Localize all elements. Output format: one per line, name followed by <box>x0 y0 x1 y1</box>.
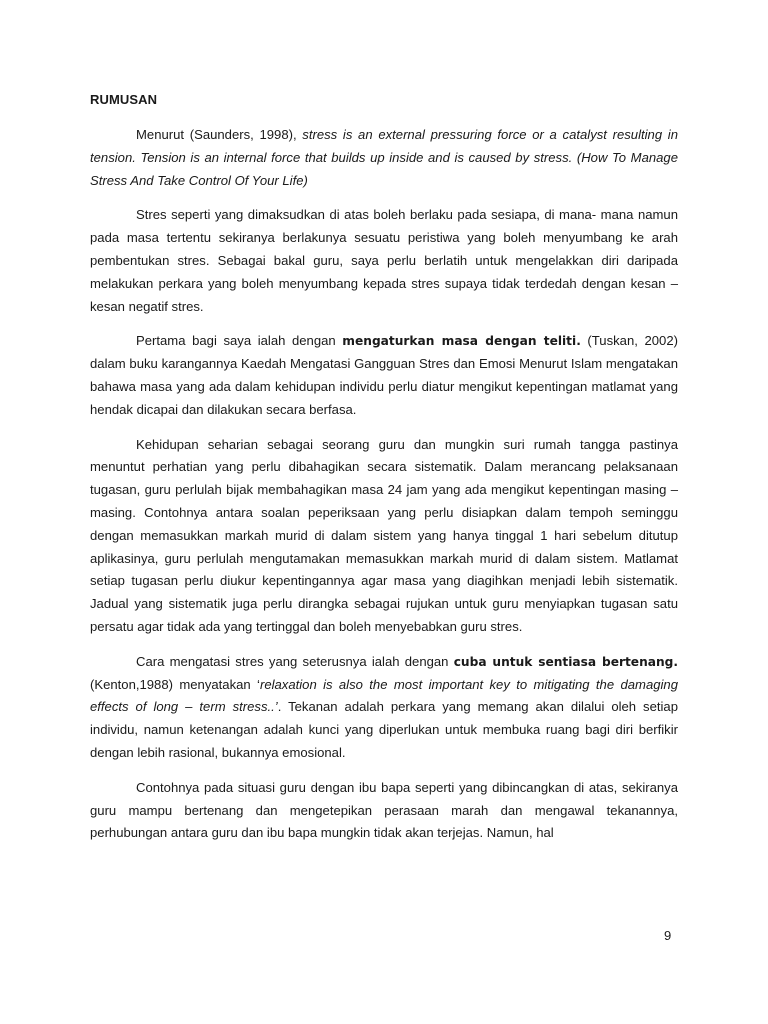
paragraph-text: Pertama bagi saya ialah dengan <box>136 333 343 349</box>
quoted-relaxation: relaxation is also the most important key to mitigating the damaging effects of long – term stress..’ <box>90 676 678 715</box>
paragraph-text: . Tekanan adalah perkara yang memang akan dilalui oleh setiap individu, namun ketenangan adalah kunci yang diperlukan untuk membuka ruang bagi diri berfikir dengan lebih rasional, bukannya emosional. <box>90 699 678 760</box>
paragraph-text: (Kenton,1988) menyatakan ‘ <box>90 676 260 692</box>
paragraph-time-management <box>90 330 678 421</box>
page-content <box>90 84 678 845</box>
paragraph-stay-calm <box>90 651 678 765</box>
emphasis-time-management: mengaturkan masa dengan teliti. <box>342 334 581 349</box>
paragraph-example-situation: Contohnya pada situasi guru dengan ibu bapa seperti yang dibincangkan di atas, sekiranya guru mampu bertenang dan mengetepikan perasaan marah dan mengawal tekanannya, perhubungan antara guru dan ibu bapa mungkin tidak akan terjejas. Namun, hal <box>90 779 678 841</box>
emphasis-stay-calm: cuba untuk sentiasa bertenang. <box>453 654 678 669</box>
paragraph-teacher-routine: Kehidupan seharian sebagai seorang guru dan mungkin suri rumah tangga pastinya menuntut perhatian yang perlu dibahagikan secara sistematik. Dalam merancang pelaksanaan tugasan, guru perlulah bijak membahagikan masa 24 jam yang ada mengikut kepentingan masing – masing. Contohnya antara soalan peperiksaan yang perlu disiapkan dalam tempoh seminggu dengan memasukkan markah murid di dalam sistem yang hanya tinggal 1 hari sebelum ditutup aplikasinya, guru perlulah mengutamakan memasukkan markah murid di dalam sistem. Matlamat setiap tugasan perlu diukur kepentingannya agar masa yang diagihkan menjadi lebih sistematik. Jadual yang sistematik juga perlu dirangka sebagai rujukan untuk guru menyiapkan tugasan satu persatu agar tidak ada yang tertinggal dan boleh menyebabkan guru stres. <box>90 436 678 634</box>
paragraph-text: (Tuskan, 2002) dalam buku karangannya Kaedah Mengatasi Gangguan Stres dan Emosi Menurut Islam mengatakan bahawa masa yang ada dalam kehidupan individu perlu diatur mengikut kepentingan matlamat yang hendak dicapai dan dilakukan secara berfasa. <box>90 333 678 417</box>
page-number: 9 <box>664 928 672 943</box>
paragraph-definition <box>90 124 678 192</box>
quoted-definition: stress is an external pressuring force or a catalyst resulting in tension. Tension is an internal force that builds up inside and is caused by stress. (How To Manage Stress And Take Control Of Your Life) <box>90 127 678 188</box>
paragraph-text: Menurut (Saunders, 1998), <box>136 127 303 142</box>
section-heading: RUMUSAN <box>90 92 158 107</box>
paragraph-text: Cara mengatasi stres yang seterusnya ialah dengan <box>136 653 454 669</box>
paragraph-stress-overview: Stres seperti yang dimaksudkan di atas boleh berlaku pada sesiapa, di mana- mana namun pada masa tertentu sekiranya berlakunya sesuatu peristiwa yang boleh menyumbang ke arah pembentukan stres. Sebagai bakal guru, saya perlu berlatih untuk mengelakkan diri daripada melakukan perkara yang boleh menyumbang kepada stres supaya tidak terdedah dengan kesan – kesan negatif stres. <box>90 207 678 314</box>
